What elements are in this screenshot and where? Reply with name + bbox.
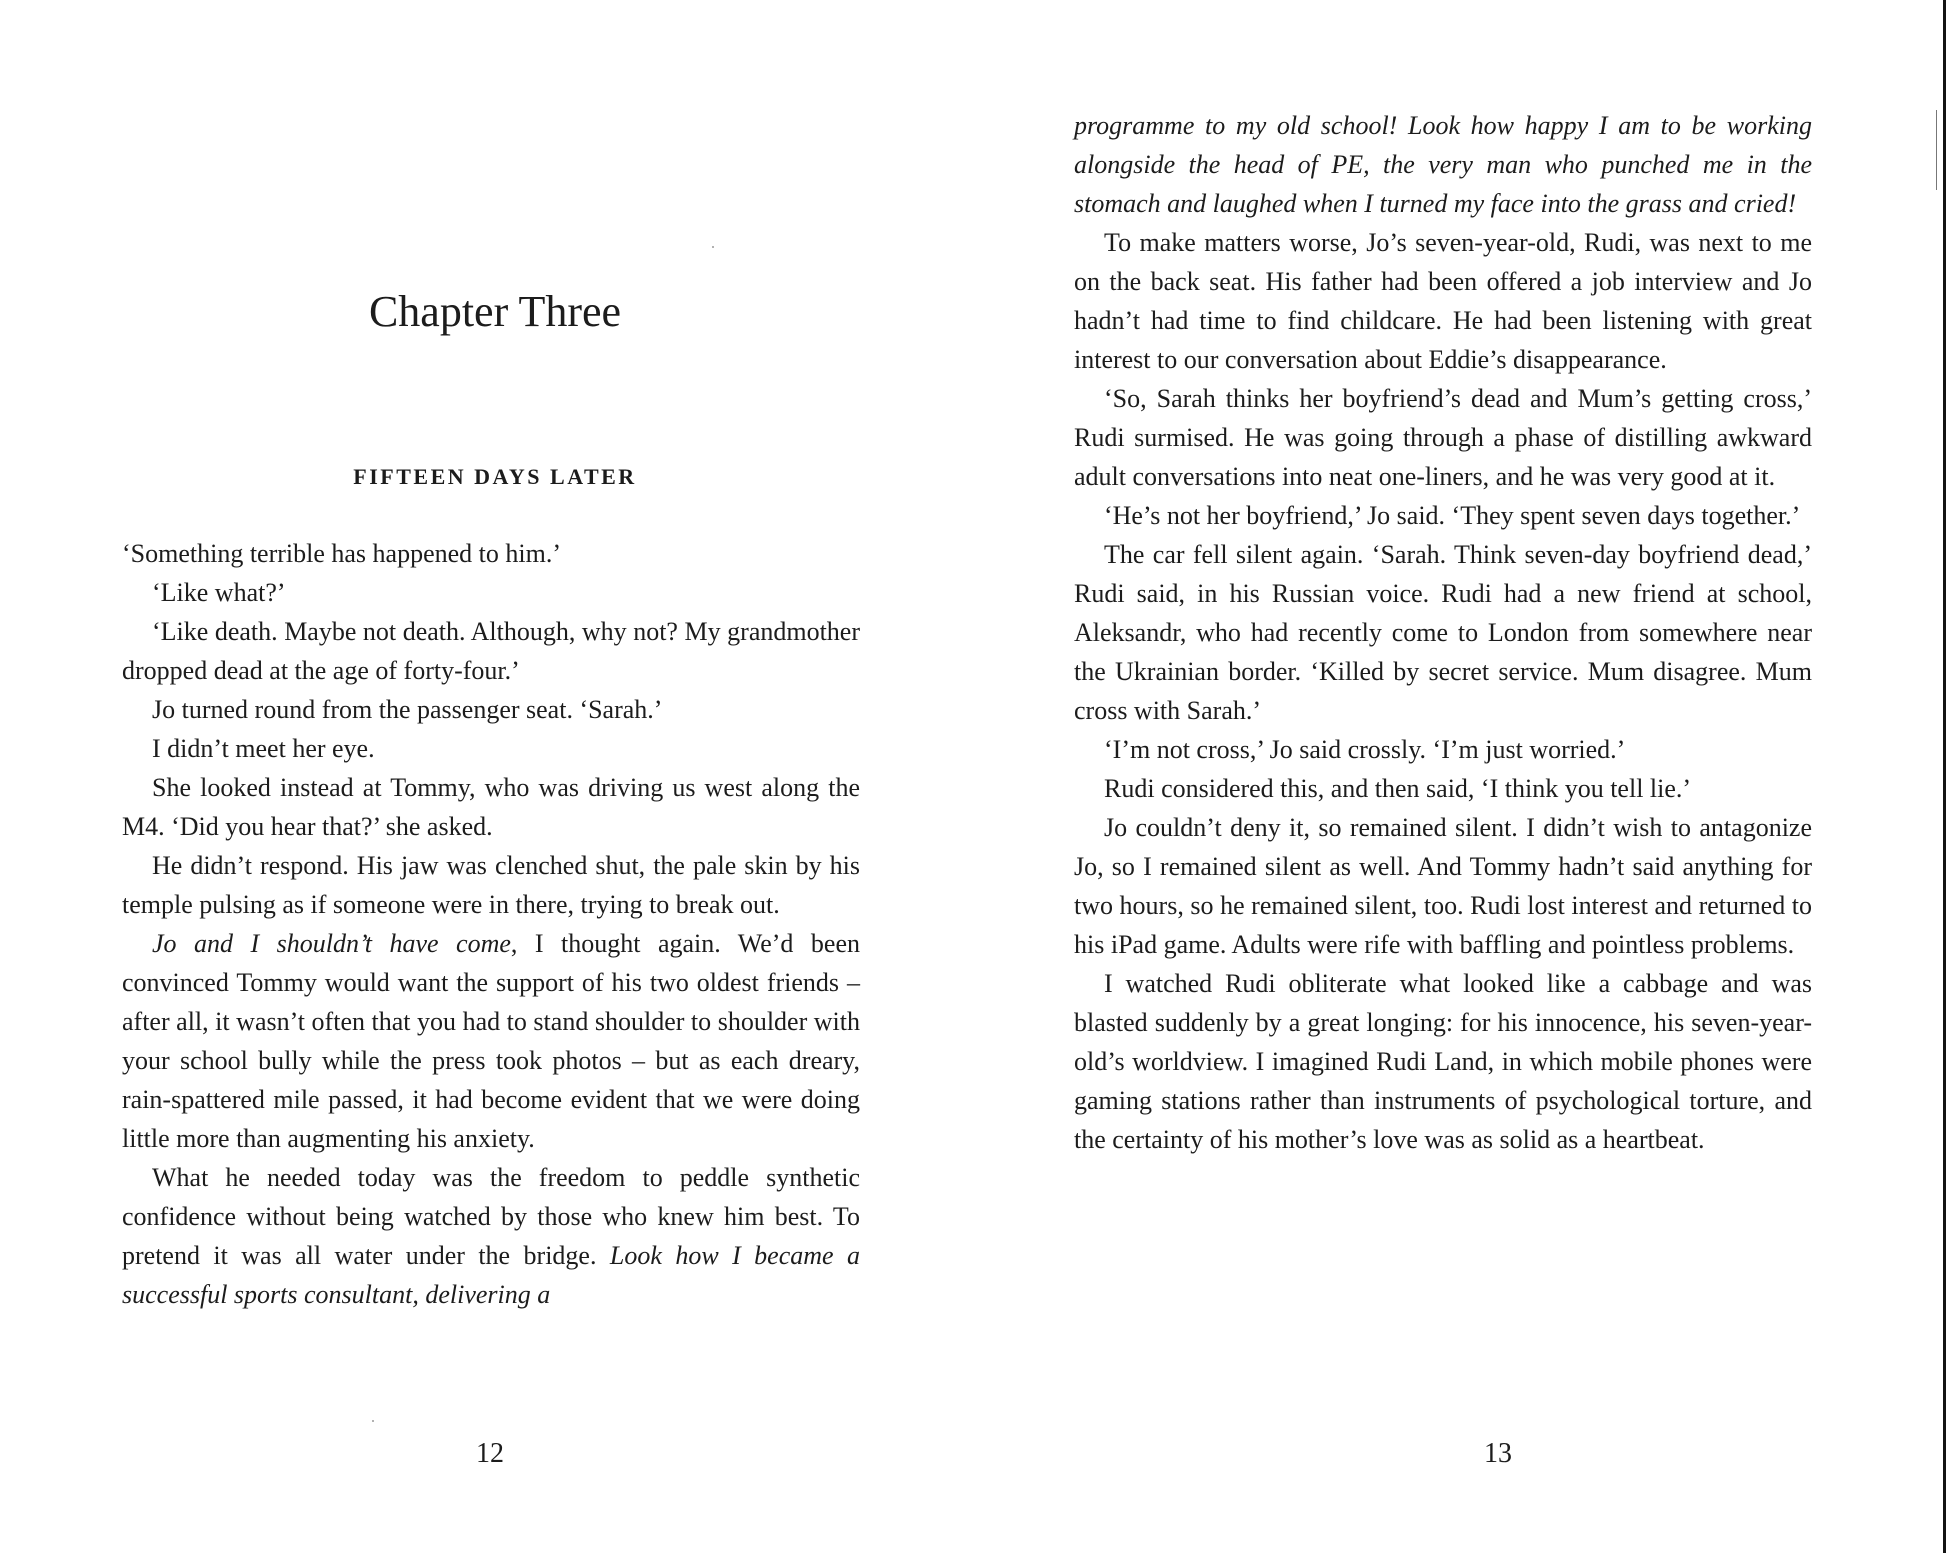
print-speck	[712, 246, 714, 248]
italic-text: programme to my old school! Look how happy I am to be working alongside the head of PE, the very man who punched me in the stomach and laughed when I turned my face into the grass and cried!	[1074, 111, 1812, 218]
text-run: , I thought again. We’d been convinced Tommy would want the support of his two oldest friends – after all, it wasn’t often that you had to stand shoulder to shoulder with your school bully while the press took photos – but as each dreary, rain-spattered mile passed, it had become evident that we were doing little more than augmenting his anxiety.	[122, 929, 860, 1153]
text-run: ‘Like death. Maybe not death. Although, why not? My grandmother dropped dead at the age of forty-four.’	[122, 617, 860, 685]
text-run: He didn’t respond. His jaw was clenched shut, the pale skin by his temple pulsing as if someone were in there, trying to break out.	[122, 851, 860, 919]
paragraph	[1074, 769, 1812, 808]
paragraph	[1074, 496, 1812, 535]
paragraph	[122, 534, 860, 573]
paragraph	[122, 690, 860, 729]
text-run: To make matters worse, Jo’s seven-year-old, Rudi, was next to me on the back seat. His father had been offered a job interview and Jo hadn’t had time to find childcare. He had been listening with great interest to our conversation about Eddie’s disappearance.	[1074, 228, 1812, 374]
paragraph	[122, 1158, 860, 1314]
section-heading: FIFTEEN DAYS LATER	[353, 464, 637, 489]
italic-text: Look how I became a successful sports consultant, delivering a	[122, 1241, 861, 1309]
chapter-title: Chapter Three	[368, 287, 622, 336]
text-run: Rudi considered this, and then said, ‘I think you tell lie.’	[1104, 774, 1692, 803]
page-edge-shadow	[1936, 110, 1937, 190]
page-number-left: 12	[476, 1438, 504, 1469]
right-body-text	[1074, 106, 1812, 1159]
text-run: ‘So, Sarah thinks her boyfriend’s dead and Mum’s getting cross,’ Rudi surmised. He was going through a phase of distilling awkward adult conversations into neat one-liners, and he was very good at it.	[1074, 384, 1812, 491]
page-number-right: 13	[1484, 1438, 1512, 1469]
paragraph	[122, 729, 860, 768]
paragraph	[1074, 964, 1812, 1159]
paragraph	[1074, 730, 1812, 769]
text-run: Jo turned round from the passenger seat. ‘Sarah.’	[152, 695, 663, 724]
paragraph	[1074, 223, 1812, 379]
paragraph	[1074, 535, 1812, 730]
text-run: ‘He’s not her boyfriend,’ Jo said. ‘They spent seven days together.’	[1104, 501, 1801, 530]
paragraph	[122, 924, 860, 1158]
text-run: Jo couldn’t deny it, so remained silent. I didn’t wish to antagonize Jo, so I remained silent as well. And Tommy hadn’t said anything for two hours, so he remained silent, too. Rudi lost interest and returned to his iPad game. Adults were rife with baffling and pointless problems.	[1074, 813, 1812, 959]
text-run: I didn’t meet her eye.	[152, 734, 375, 763]
paragraph	[122, 612, 860, 690]
text-run: What he needed today was the freedom to peddle synthetic confidence without being watched by those who knew him best. To pretend it was all water under the bridge.	[122, 1163, 860, 1270]
text-run: ‘Something terrible has happened to him.’	[122, 539, 562, 568]
text-run: ‘I’m not cross,’ Jo said crossly. ‘I’m just worried.’	[1104, 735, 1626, 764]
left-body-text	[122, 534, 860, 1314]
text-run: She looked instead at Tommy, who was driving us west along the M4. ‘Did you hear that?’ she asked.	[122, 773, 860, 841]
text-run: I watched Rudi obliterate what looked like a cabbage and was blasted suddenly by a great longing: for his innocence, his seven-year-old’s worldview. I imagined Rudi Land, in which mobile phones were gaming stations rather than instruments of psychological torture, and the certainty of his mother’s love was as solid as a heartbeat.	[1074, 969, 1812, 1154]
paragraph	[122, 846, 860, 924]
page-edge	[1943, 0, 1946, 1553]
right-page	[974, 0, 1948, 1553]
paragraph	[122, 573, 860, 612]
paragraph	[122, 768, 860, 846]
paragraph	[1074, 808, 1812, 964]
text-run: ‘Like what?’	[152, 578, 286, 607]
paragraph	[1074, 379, 1812, 496]
italic-text: Jo and I shouldn’t have come	[152, 929, 511, 958]
text-run: The car fell silent again. ‘Sarah. Think seven-day boyfriend dead,’ Rudi said, in his Russian voice. Rudi had a new friend at school, Aleksandr, who had recently come to London from somewhere near the Ukrainian border. ‘Killed by secret service. Mum disagree. Mum cross with Sarah.’	[1074, 540, 1812, 725]
paragraph	[1074, 106, 1812, 223]
print-speck	[372, 1420, 374, 1422]
